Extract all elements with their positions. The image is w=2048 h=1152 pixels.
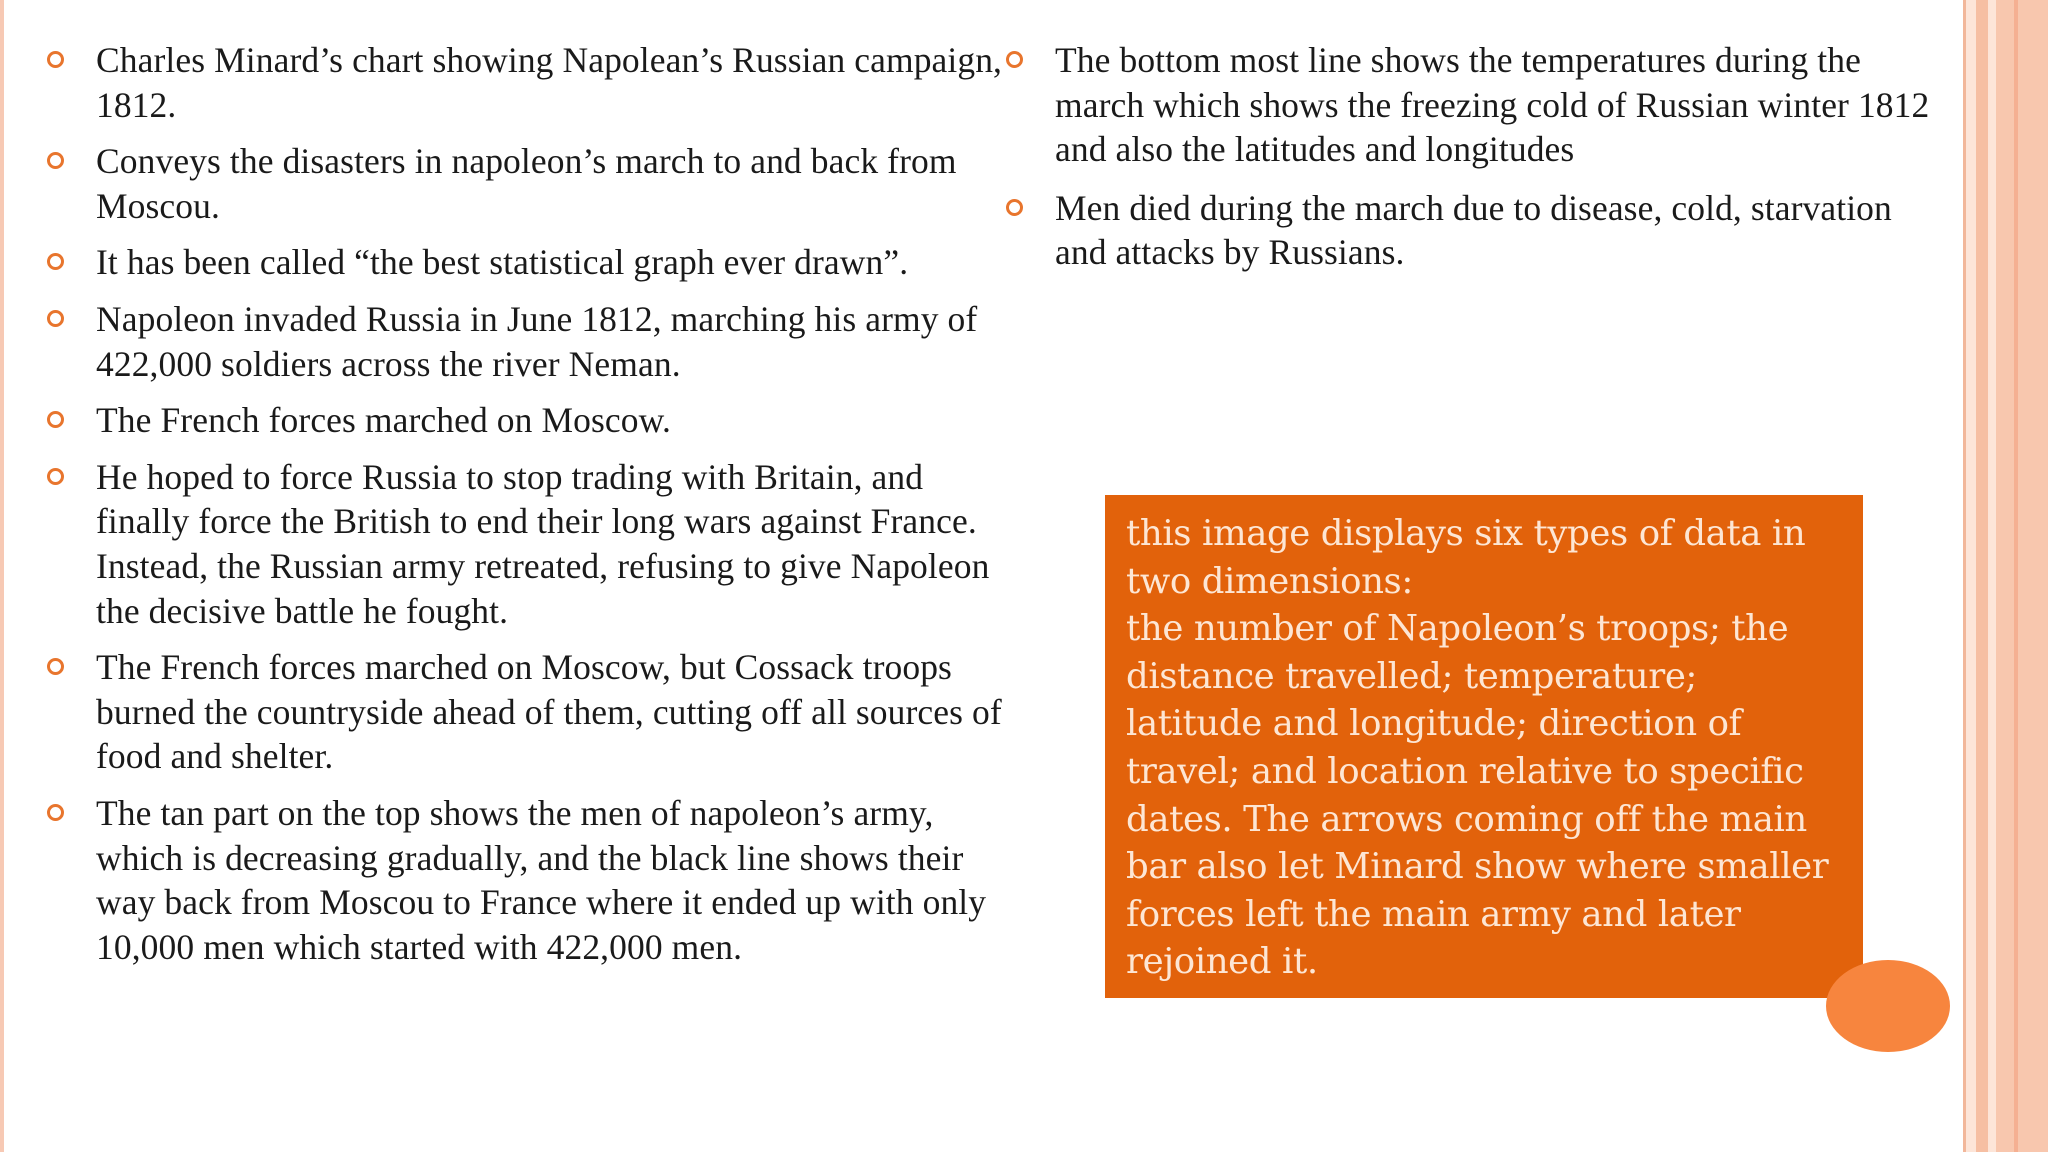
bullet-text: The French forces marched on Moscow. <box>96 400 672 441</box>
callout-box <box>1105 495 1863 998</box>
callout-text: this image displays six types of data in two dimensions: the number of Napoleon’s troops; the distance travelled; temperature; latitude and longitude; direction of travel; and location relative to specific dates. The arrows coming off the main bar also let Minard show where smaller forces left the main army and later rejoined it. <box>1126 513 1829 983</box>
left-bullet-item-2 <box>44 139 1004 228</box>
bullet-text: Charles Minard’s chart showing Napolean’s Russian campaign, 1812. <box>96 40 1003 125</box>
decorative-circle-shape <box>1826 960 1950 1052</box>
bullet-text: He hoped to force Russia to stop trading with Britain, and finally force the British to end their long wars against France. Instead, the Russian army retreated, refusing to give Napoleon the decisive battle he fought. <box>96 456 990 631</box>
right-bullet-item-2 <box>1003 186 1943 275</box>
left-bullet-item-5 <box>44 398 1004 443</box>
right-border-outer-band <box>1996 0 2048 1152</box>
hollow-circle-bullet-icon <box>47 310 64 327</box>
bullet-text: Conveys the disasters in napoleon’s march to and back from Moscou. <box>96 141 957 226</box>
bullet-text: Men died during the march due to disease, cold, starvation and attacks by Russians. <box>1055 187 1892 273</box>
left-bullet-item-3 <box>44 240 1004 285</box>
hollow-circle-bullet-icon <box>47 152 64 169</box>
left-bullet-item-8 <box>44 791 1004 969</box>
right-border-pale-band <box>1966 0 1976 1152</box>
left-border-stripe <box>0 0 4 1152</box>
bullet-text: The tan part on the top shows the men of napoleon’s army, which is decreasing gradually, and the black line shows their way back from Moscou to France where it ended up with only 10,000 men which started with 422,000 men. <box>96 792 987 967</box>
hollow-circle-bullet-icon <box>47 468 64 485</box>
right-border-thin-line <box>2014 0 2018 1152</box>
hollow-circle-bullet-icon <box>1006 51 1023 68</box>
right-border-gap <box>1988 0 1996 1152</box>
right-bullet-item-1 <box>1003 38 1943 172</box>
hollow-circle-bullet-icon <box>47 51 64 68</box>
right-bullet-list <box>1003 38 1943 287</box>
left-bullet-item-6 <box>44 455 1004 633</box>
bullet-text: It has been called “the best statistical graph ever drawn”. <box>96 242 909 283</box>
hollow-circle-bullet-icon <box>47 253 64 270</box>
hollow-circle-bullet-icon <box>1006 199 1023 216</box>
bullet-text: The French forces marched on Moscow, but Cossack troops burned the countryside ahead of them, cutting off all sources of food and shelter. <box>96 647 1002 777</box>
hollow-circle-bullet-icon <box>47 658 64 675</box>
left-bullet-item-7 <box>44 645 1004 779</box>
right-border-band <box>1976 0 1988 1152</box>
bullet-text: The bottom most line shows the temperatures during the march which shows the freezing cold of Russian winter 1812 and also the latitudes and longitudes <box>1055 40 1930 170</box>
left-bullet-item-1 <box>44 38 1004 127</box>
left-bullet-item-4 <box>44 297 1004 386</box>
hollow-circle-bullet-icon <box>47 411 64 428</box>
hollow-circle-bullet-icon <box>47 804 64 821</box>
bullet-text: Napoleon invaded Russia in June 1812, marching his army of 422,000 soldiers across the river Neman. <box>96 298 978 384</box>
left-bullet-list <box>44 38 1004 981</box>
